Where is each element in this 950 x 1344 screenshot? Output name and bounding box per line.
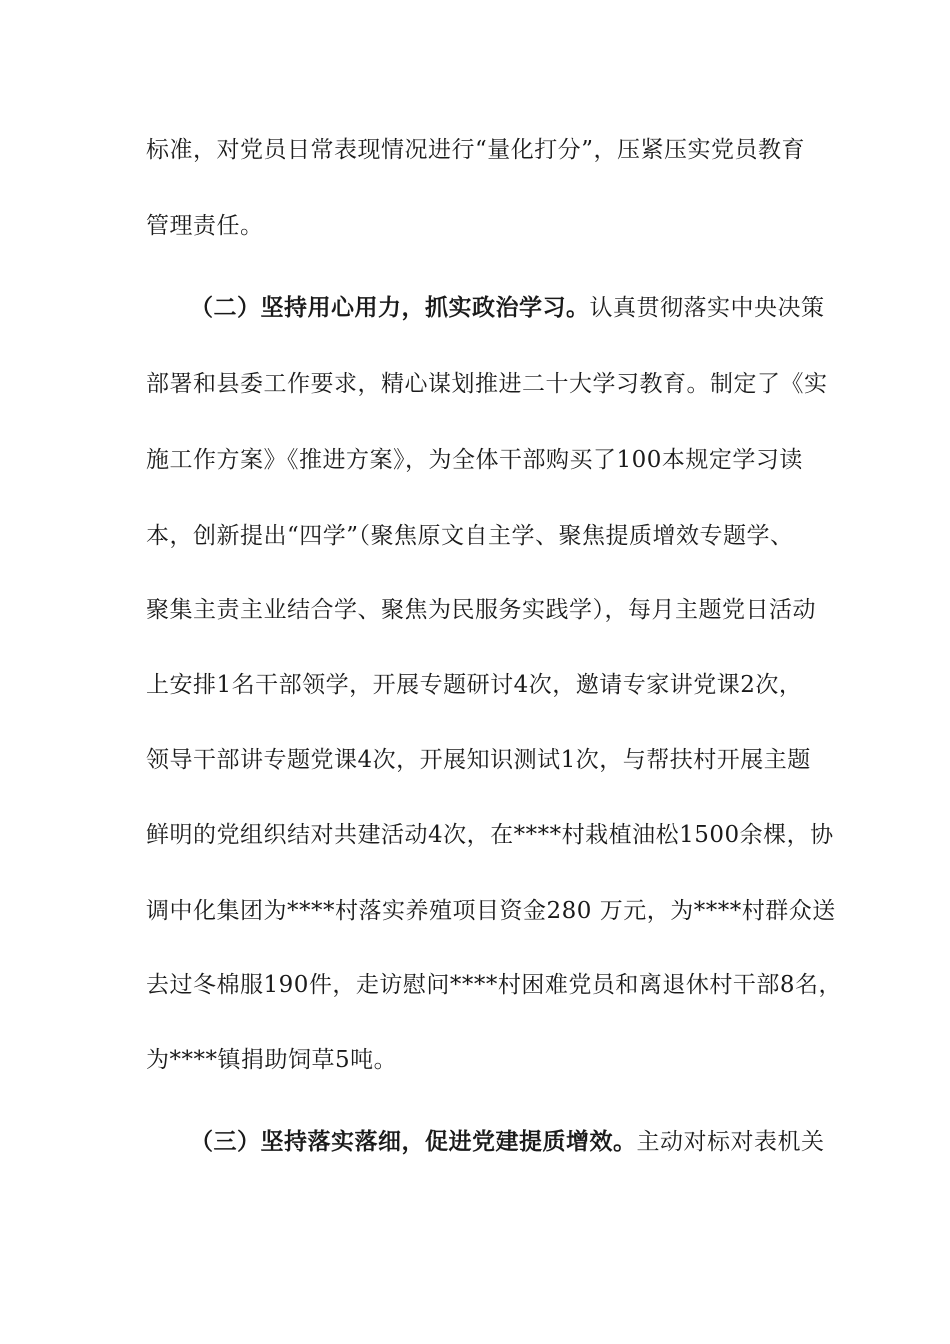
para2-line-7: 领导干部讲专题党课4次，开展知识测试1次，与帮扶村开展主题 [146,747,811,773]
para1-line-2: 管理责任。 [146,213,264,239]
para2-line-1 [190,293,825,323]
para2-line-2: 部署和县委工作要求，精心谋划推进二十大学习教育。制定了《实 [146,371,828,397]
para2-heading: （二）坚持用心用力，抓实政治学习。 [190,294,590,321]
para2-line-8: 鲜明的党组织结对共建活动4次，在****村栽植油松1500余棵，协 [146,822,834,848]
para2-line-5: 聚集主责主业结合学、聚焦为民服务实践学），每月主题党日活动 [146,597,816,623]
para2-line-9: 调中化集团为****村落实养殖项目资金280 万元，为****村群众送 [146,898,836,924]
para1-line-1: 标准，对党员日常表现情况进行“量化打分”，压紧压实党员教育 [146,137,806,163]
para2-line-10: 去过冬棉服190件，走访慰问****村困难党员和离退休村干部8名， [146,972,843,998]
para3-line-1-rest: 主动对标对表机关 [636,1129,825,1155]
para2-line-1-rest: 认真贯彻落实中央决策 [589,295,825,321]
para2-line-3: 施工作方案》《推进方案》，为全体干部购买了100本规定学习读 [146,447,803,473]
para3-heading: （三）坚持落实落细，促进党建提质增效。 [190,1128,637,1155]
para2-line-11: 为****镇捐助饲草5吨。 [146,1047,398,1073]
para2-line-4: 本，创新提出“四学”（聚焦原文自主学、聚焦提质增效专题学、 [146,523,794,549]
para2-line-6: 上安排1名干部领学，开展专题研讨4次，邀请专家讲党课2次， [146,672,803,698]
para3-line-1 [190,1127,825,1157]
